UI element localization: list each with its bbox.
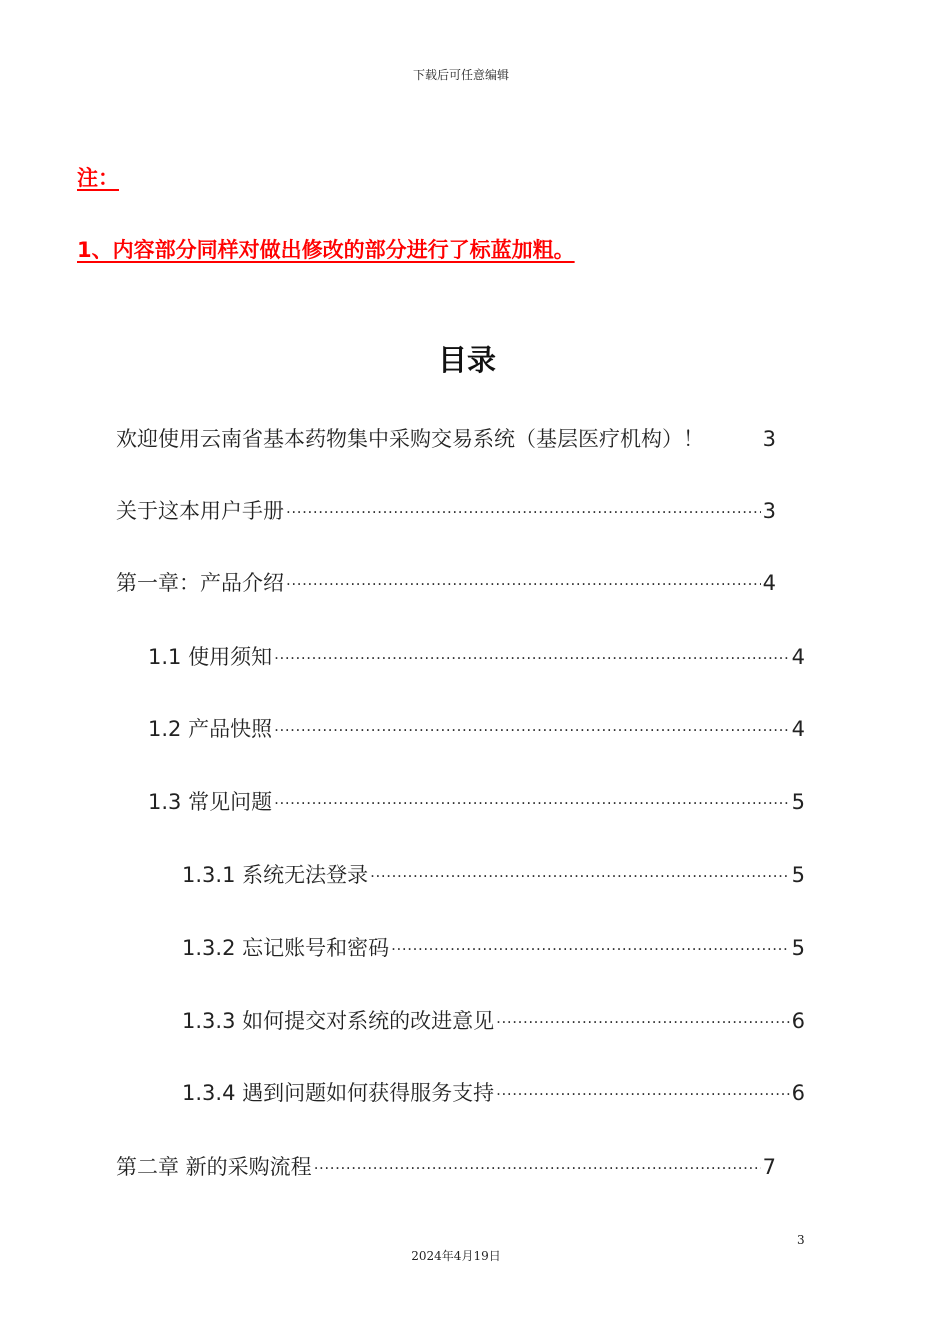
toc-entry-1-3-2[interactable] bbox=[182, 929, 805, 959]
toc-leader bbox=[314, 1148, 761, 1174]
toc-entry-page: 3 bbox=[762, 499, 776, 523]
toc-entry-text: 关于这本用户手册 bbox=[116, 499, 284, 523]
toc-entry-text: 1.3.3 如何提交对系统的改进意见 bbox=[182, 1009, 495, 1033]
toc-entry-about-manual[interactable] bbox=[116, 492, 776, 522]
toc-entry-text: 1.3.4 遇到问题如何获得服务支持 bbox=[182, 1081, 495, 1105]
toc-title: 目录 bbox=[437, 343, 496, 377]
toc-leader bbox=[370, 856, 790, 882]
toc-entry-page: 4 bbox=[791, 717, 805, 741]
toc-leader bbox=[391, 929, 790, 955]
toc-leader bbox=[286, 564, 761, 590]
page-header: 下载后可任意编辑 bbox=[412, 68, 509, 82]
toc-entry-page: 3 bbox=[762, 427, 776, 451]
toc-leader bbox=[274, 783, 790, 809]
page-footer-date: 2024年4月19日 bbox=[411, 1249, 501, 1263]
toc-entry-1-1[interactable] bbox=[148, 638, 805, 668]
toc-entry-page: 5 bbox=[791, 863, 805, 887]
note-title: 注： bbox=[77, 166, 119, 190]
page-number: 3 bbox=[797, 1233, 805, 1247]
note-line: 1、内容部分同样对做出修改的部分进行了标蓝加粗。 bbox=[77, 238, 575, 262]
toc-entry-text: 1.2 产品快照 bbox=[148, 717, 273, 741]
toc-entry-1-3-3[interactable] bbox=[182, 1002, 805, 1032]
toc-entry-page: 5 bbox=[791, 790, 805, 814]
toc-entry-text: 1.3.2 忘记账号和密码 bbox=[182, 936, 390, 960]
toc-entry-chapter-1[interactable] bbox=[116, 564, 776, 594]
toc-entry-chapter-2[interactable] bbox=[116, 1148, 776, 1178]
toc-entry-text: 1.1 使用须知 bbox=[148, 645, 273, 669]
toc-entry-1-3-4[interactable] bbox=[182, 1074, 805, 1104]
toc-leader bbox=[286, 492, 761, 518]
toc-entry-page: 6 bbox=[791, 1009, 805, 1033]
toc-leader bbox=[496, 1002, 790, 1028]
toc-entry-page: 4 bbox=[762, 571, 776, 595]
toc-leader bbox=[706, 420, 761, 446]
toc-entry-page: 4 bbox=[791, 645, 805, 669]
toc-entry-1-3[interactable] bbox=[148, 783, 805, 813]
toc-entry-text: 第一章：产品介绍 bbox=[116, 571, 284, 595]
toc-entry-text: 第二章 新的采购流程 bbox=[116, 1155, 312, 1179]
toc-leader bbox=[274, 710, 790, 736]
toc-entry-page: 7 bbox=[762, 1155, 776, 1179]
toc-entry-1-3-1[interactable] bbox=[182, 856, 805, 886]
toc-entry-text: 1.3 常见问题 bbox=[148, 790, 273, 814]
toc-entry-text: 欢迎使用云南省基本药物集中采购交易系统（基层医疗机构）！ bbox=[116, 427, 704, 451]
toc-leader bbox=[274, 638, 790, 664]
toc-entry-page: 6 bbox=[791, 1081, 805, 1105]
toc-entry-1-2[interactable] bbox=[148, 710, 805, 740]
toc-leader bbox=[496, 1074, 790, 1100]
toc-entry-page: 5 bbox=[791, 936, 805, 960]
toc-entry-welcome[interactable] bbox=[116, 420, 776, 450]
toc-entry-text: 1.3.1 系统无法登录 bbox=[182, 863, 369, 887]
